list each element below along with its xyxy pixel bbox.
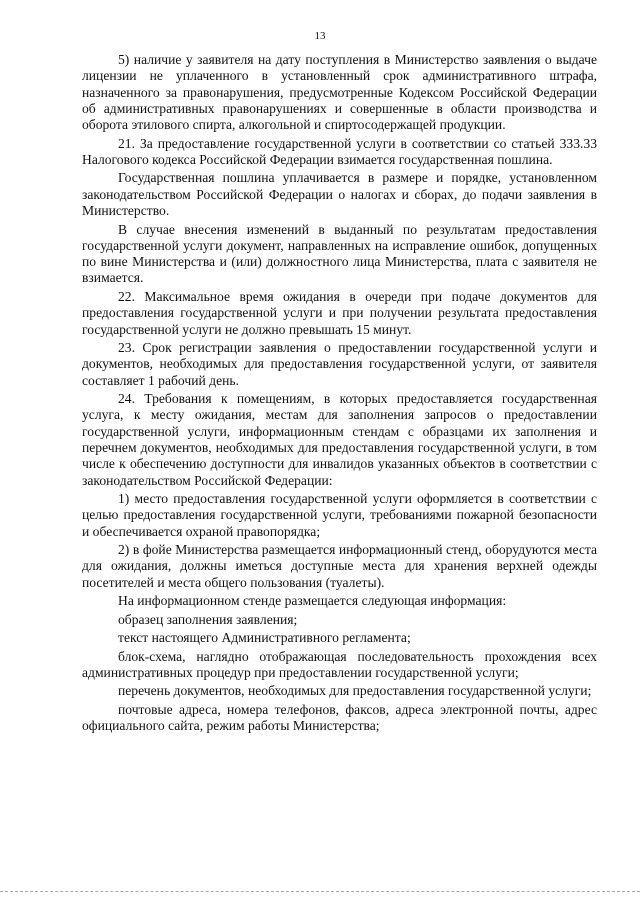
paragraph-24-item-1: 1) место предоставления государственной услуги оформляется в соответствии с целью предоставления государственной услуги, требованиями пожарной безопасности и обеспечивается охраной правопорядка;: [82, 491, 597, 539]
list-item-contacts: почтовые адреса, номера телефонов, факсов, адреса электронной почты, адрес официального сайта, режим работы Министерства;: [82, 701, 597, 734]
paragraph-24: 24. Требования к помещениям, в которых предоставляется государственная услуга, к месту ожидания, местам для заполнения запросов о предоставлении государственной услуги, информационным стендам с образцами их заполнения и перечнем документов, необходимых для предоставления государственной услуги, в том числе к обеспечению доступности для инвалидов указанных объектов в соответствии с законодательством Российской Федерации:: [82, 391, 597, 488]
paragraph-fee-exemption: В случае внесения изменений в выданный по результатам предоставления государственной услуги документ, направленных на исправление ошибок, допущенных по вине Министерства и (или) должностного лица Министерства, плата с заявителя не взимается.: [82, 221, 597, 286]
paragraph-21: 21. За предоставление государственной услуги в соответствии со статьей 333.33 Налогового кодекса Российской Федерации взимается государственная пошлина.: [82, 135, 597, 167]
page-number: 13: [314, 30, 326, 42]
paragraph-state-fee: Государственная пошлина уплачивается в размере и порядке, установленном законодательством Российской Федерации о налогах и сборах, до подачи заявления в Министерство.: [82, 170, 597, 219]
page-bottom-divider: [0, 891, 640, 892]
paragraph-23: 23. Срок регистрации заявления о предоставлении государственной услуги и документов, необходимых для предоставления государственной услуги, от заявителя составляет 1 рабочий день.: [82, 339, 597, 388]
paragraph-stand-info: На информационном стенде размещается следующая информация:: [118, 593, 507, 609]
paragraph-item-5: 5) наличие у заявителя на дату поступления в Министерство заявления о выдаче лицензии не уплаченного в установленный срок административного штрафа, назначенного за правонарушения, предусмотренные Кодексом Российской Федерации об административных правонарушениях и совершенные в области производства и оборота этилового спирта, алкогольной и спиртосодержащей продукции.: [82, 52, 597, 133]
list-item-document-list: перечень документов, необходимых для предоставления государственной услуги;: [118, 683, 592, 699]
list-item-sample-form: образец заполнения заявления;: [118, 611, 298, 627]
paragraph-24-item-2: 2) в фойе Министерства размещается информационный стенд, оборудуются места для ожидания, должны иметься доступные места для хранения верхней одежды посетителей и места общего пользования (туалеты).: [82, 542, 597, 590]
paragraph-22: 22. Максимальное время ожидания в очереди при подаче документов для предоставления государственной услуги и при получении результата предоставления государственной услуги не должно превышать 15 минут.: [82, 288, 597, 337]
list-item-regulation-text: текст настоящего Административного регламента;: [118, 630, 411, 646]
list-item-flowchart: блок-схема, наглядно отображающая последовательность прохождения всех административных процедур при предоставлении государственной услуги;: [82, 648, 597, 680]
document-body: [82, 52, 597, 737]
